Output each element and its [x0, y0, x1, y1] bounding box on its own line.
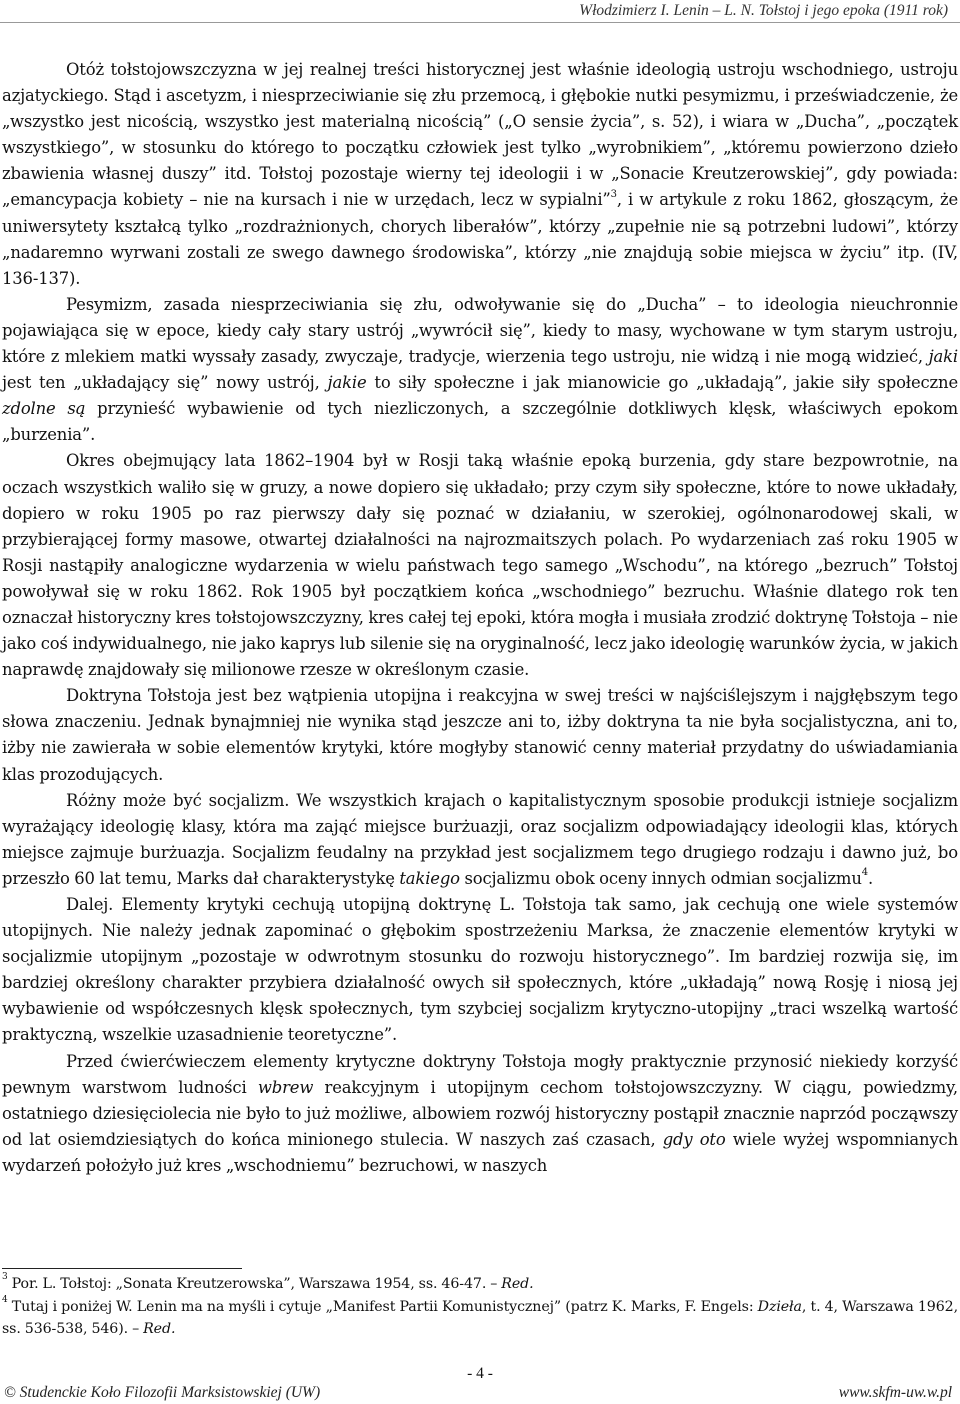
footnote-3 — [2, 1273, 958, 1296]
paragraph-2-italic-3: zdolne są — [2, 399, 86, 419]
footnote-3-text: Por. L. Tołstoj: „Sonata Kreutzerowska”, Warszawa 1954, ss. 46-47. – — [7, 1276, 502, 1292]
paragraph-3: Okres obejmujący lata 1862–1904 był w Rosji taką właśnie epoką burzenia, gdy stare bezpowrotnie, na oczach wszystkich waliło się w gruzy, a nowe dopiero się układało; przy czym siły społeczne, które to nowe układały, dopiero w roku 1905 po raz pierwszy dały się poznać w działaniu, w szerokiej, ogólnonarodowej skali, w przybierającej formy masowe, otwartej działalności na najrozmaitszych polach. Po wydarzeniach zaś roku 1905 w Rosji nastąpiły analogiczne wydarzenia w wielu państwach tego samego „Wschodu”, na którego „bezruch” Tołstoj powoływał się w roku 1862. Rok 1905 był początkiem końca „wschodniego” bezruchu. Właśnie dlatego rok ten oznaczał historyczny kres tołstojowszczyzny, kres całej tej epoki, która mogła i musiała zrodzić doktrynę Tołstoja – nie jako coś indywidualnego, nie jako kaprys lub silenie się na oryginalność, lecz jako ideologię warunków życia, w jakich naprawdę znajdowały się milionowe rzesze w określonym czasie. — [2, 451, 958, 680]
paragraph-7 — [2, 1049, 958, 1179]
paragraph-2 — [2, 292, 958, 449]
paragraph-2-text-c: to siły społeczne i jak mianowicie go „układają”, jakie siły społeczne — [366, 373, 958, 393]
paragraph-2-text-b: jest ten „układający się” nowy ustrój, — [2, 373, 328, 393]
paragraph-5-text-b: socjalizmu obok oceny innych odmian socjalizmu — [459, 868, 862, 888]
header-rule — [0, 22, 960, 23]
paragraph-7-text-c: wiele wyżej wspomnianych wydarzeń położyło już kres „wschodniemu” bezruchowi, w naszych — [2, 1129, 958, 1175]
footnote-4 — [2, 1296, 958, 1341]
paragraph-7-text-b: reakcyjnym i utopijnym cechom tołstojowszczyzny. W ciągu, powiedzmy, ostatniego dziesięciolecia nie było to już możliwe, albowiem rozwój historyczny postąpił znacznie naprzód począwszy od lat osiemdziesiątych do końca minionego stulecia. W naszych zaś czasach, — [2, 1077, 958, 1149]
paragraph-6: Dalej. Elementy krytyki cechują utopijną doktrynę L. Tołstoja tak samo, jak cechują one wiele systemów utopijnych. Nie należy jednak zapominać o głębokim spostrzeżeniu Marksa, że znaczenie elementów krytyki w socjalizmie utopijnym „pozostaje w odwrotnym stosunku do rozwoju historycznego”. Im bardziej rozwija się, im bardziej określony charakter przybiera działalność owych sił społecznych, które „układają” nową Rosję i niosą jej wybawienie od współczesnych klęsk społecznych, tym szybciej socjalizm krytyczno-utopijny „traci wszelką wartość praktyczną, wszelkie uzasadnienie teoretyczne”. — [2, 895, 958, 1045]
paragraph-5-italic-1: takiego — [399, 868, 460, 888]
footnote-rule — [2, 1268, 242, 1269]
footnote-3-number: 3 — [2, 1272, 8, 1283]
paragraph-2-text-d: przynieść wybawienie od tych niezliczonych, a szczególnie dotkliwych klęsk, właściwych epokom „burzenia”. — [2, 399, 958, 445]
footnote-4-text-b: , t. 4, Warszawa 1962, ss. 536-538, 546). – — [2, 1298, 958, 1337]
body-text — [2, 57, 958, 1179]
footer-url[interactable]: www.skfm-uw.w.pl — [838, 1384, 952, 1401]
paragraph-4: Doktryna Tołstoja jest bez wątpienia utopijna i reakcyjna w swej treści w najściślejszym i najgłębszym tego słowa znaczeniu. Jednak bynajmniej nie wynika stąd jeszcze ani to, iżby doktryna ta nie była socjalistyczna, ani to, iżby nie zawierała w sobie elementów krytyki, które mogłyby stanowić cenny materiał przydatny do uświadamiania klas prozodujących. — [2, 686, 958, 784]
paragraph-7-italic-2: gdy oto — [662, 1129, 726, 1149]
paragraph-2-italic-1: jaki — [928, 347, 958, 367]
paragraph-2-text-a: Pesymizm, zasada niesprzeciwiania się złu, odwoływanie się do „Ducha” – to ideologia nieuchronnie pojawiająca się w epoce, kiedy cały stary ustrój „wywrócił się”, kiedy to masy, wychowane w tym starym ustroju, które z mlekiem matki wyssały zasady, zwyczaje, tradycje, wierzenia tego ustroju, nie widzą i nie mogą widzieć, — [2, 294, 958, 367]
paragraph-5-text-a: Różny może być socjalizm. We wszystkich krajach o kapitalistycznym sposobie produkcji istnieje socjalizm wyrażający ideologię klasy, która ma zająć miejsce burżuazji, oraz socjalizm odpowiadający ideologii klas, których miejsce zajmuje burżuazja. Socjalizm feudalny na przykład jest socjalizmem tego drugiego rodzaju i dawno już, bo przeszło 60 lat temu, Marks dał charakterystykę — [2, 790, 958, 888]
footnote-3-red: Red. — [501, 1276, 534, 1292]
paragraph-1-text-a: Otóż tołstojowszczyzna w jej realnej treści historycznej jest właśnie ideologią ustroju wschodniego, ustroju azjatyckiego. Stąd i ascetyzm, i niesprzeciwianie się złu przemocą, i głębokie nutki pesymizmu, i przeświadczenie, że „wszystko jest nicością, wszystko jest materialną nicością” („O sensie życia”, s. 52), i wiara w „Ducha”, „początek wszystkiego”, w stosunku do którego to początku człowiek jest tylko „wyrobnikiem”, „któremu powierzono dzieło zbawienia własnej duszy” itd. Tołstoj pozostaje wierny tej ideologii i w „Sonacie Kreutzerowskiej”, gdy powiada: „emancypacja kobiety – nie na kursach i nie w urzędach, lecz w sypialni” — [2, 60, 958, 210]
footnote-ref-3: 3 — [610, 189, 617, 200]
footer-copyright: © Studenckie Koło Filozofii Marksistowskiej (UW) — [4, 1384, 321, 1401]
paragraph-7-text-a: Przed ćwierćwieczem elementy krytyczne doktryny Tołstoja mogły praktycznie przynosić niekiedy korzyść pewnym warstwom ludności — [2, 1051, 958, 1097]
paragraph-1 — [2, 57, 958, 292]
footnotes — [2, 1273, 958, 1341]
footnote-4-red: Red. — [143, 1321, 176, 1337]
footnote-4-text-a: Tutaj i poniżej W. Lenin ma na myśli i cytuje „Manifest Partii Komunistycznej” (patrz K. Marks, F. Engels: — [7, 1298, 758, 1315]
footnote-ref-4: 4 — [861, 867, 868, 879]
running-head: Włodzimierz I. Lenin – L. N. Tołstoj i jego epoka (1911 rok) — [579, 2, 948, 19]
paragraph-5-text-c: . — [867, 868, 874, 888]
paragraph-7-italic-1: wbrew — [257, 1077, 314, 1097]
footnote-4-number: 4 — [2, 1294, 8, 1305]
paragraph-5 — [2, 788, 958, 892]
paragraph-2-italic-2: jakie — [327, 373, 367, 393]
paragraph-1-text-b: , i w artykule z roku 1862, głoszącym, że uniwersytety kształcą tylko „rozdrażnionych, chorych liberałów”, którzy „zupełnie nie są potrzebni ludowi”, którzy „nadaremno wyrwani zostali ze swego dawnego środowiska”, którzy „nie znajdują sobie miejsca w życiu” itp. (IV, 136-137). — [2, 190, 958, 288]
footnote-4-italic: Dzieła — [757, 1298, 802, 1315]
page-number: - 4 - — [467, 1365, 493, 1382]
